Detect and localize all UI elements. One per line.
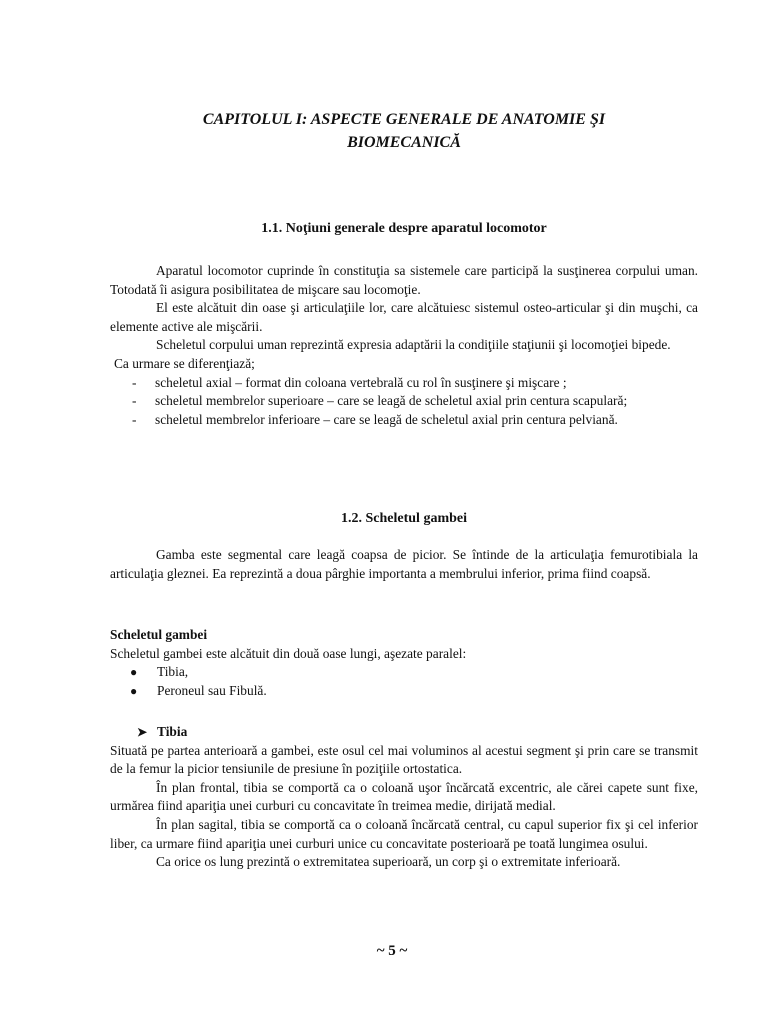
skeleton-parts-list (110, 374, 698, 430)
list-item: - scheletul membrelor superioare – care se leagă de scheletul axial prin centura scapulară; (132, 393, 628, 409)
list-item: - scheletul axial – format din coloana vertebrală cu rol în susţinere şi mişcare ; (132, 374, 567, 390)
list-item: ● Peroneul sau Fibulă. (130, 682, 267, 698)
chapter-title-line-1: CAPITOLUL I: ASPECTE GENERALE DE ANATOMIE ŞI (202, 111, 606, 128)
paragraph: El este alcătuit din oase şi articulaţiile lor, care alcătuiesc sistemul osteo-articular şi din muşchi, ca elemente active ale mişcării. (110, 300, 698, 334)
paragraph: Aparatul locomotor cuprinde în constituţia sa sistemele care participă la susţinerea corpului uman. Totodată îi asigura posibilitatea de mişcare sau locomoţie. (110, 263, 698, 297)
subheading: Scheletul gambei (110, 627, 208, 642)
paragraph: Ca orice os lung prezintă o extremitatea superioară, un corp şi o extremitate inferioară. (156, 854, 621, 870)
paragraph: Scheletul gambei este alcătuit din două oase lungi, aşezate paralel: (110, 645, 467, 661)
section-1-2-body (110, 626, 698, 700)
section-heading-1-1: 1.1. Noţiuni generale despre aparatul locomotor (261, 221, 547, 236)
paragraph: Ca urmare se diferenţiază; (114, 355, 255, 371)
section-1-2-intro (110, 546, 698, 583)
bones-list (110, 663, 698, 700)
chapter-title (110, 108, 698, 154)
paragraph: În plan sagital, tibia se comportă ca o coloană încărcată central, cu capul superior fix şi cel inferior liber, ca urmare fiind apariţia unei curburi unice cu concavitate posterioară pe toată lungimea osului. (110, 816, 698, 851)
arrow-bullet-icon: ➤ (137, 725, 148, 739)
list-item: - scheletul membrelor inferioare – care se leagă de scheletul axial prin centura pelviană. (132, 411, 618, 427)
chapter-title-line-2: BIOMECANICĂ (347, 134, 461, 151)
tibia-heading: ➤ Tibia (110, 723, 698, 742)
section-1-1-body (110, 262, 698, 429)
paragraph: În plan frontal, tibia se comportă ca o coloană uşor încărcată excentric, ale cărei capete sunt fixe, urmărea fiind apariţia unei curburi cu concavitate în treimea medie, dirijată medial. (110, 779, 698, 814)
paragraph: Gamba este segmental care leagă coapsa de picior. Se întinde de la articulaţia femurotibiala la articulaţia gleznei. Ea reprezintă a doua pârghie importanta a membrului inferior, prima fiind coapsă. (110, 547, 698, 581)
tibia-section (110, 723, 698, 872)
paragraph: Scheletul corpului uman reprezintă expresia adaptării la condiţiile staţiunii şi locomoţiei bipede. (156, 337, 671, 353)
page-number: ~ 5 ~ (376, 943, 408, 959)
list-item: ● Tibia, (130, 664, 189, 680)
section-heading-1-2: 1.2. Scheletul gambei (341, 511, 467, 526)
paragraph: Situată pe partea anterioară a gambei, este osul cel mai voluminos al acestui segment şi prin care se transmit de la femur la picior tensiunile de presiune în poziţiile ortostatica. (110, 742, 698, 777)
